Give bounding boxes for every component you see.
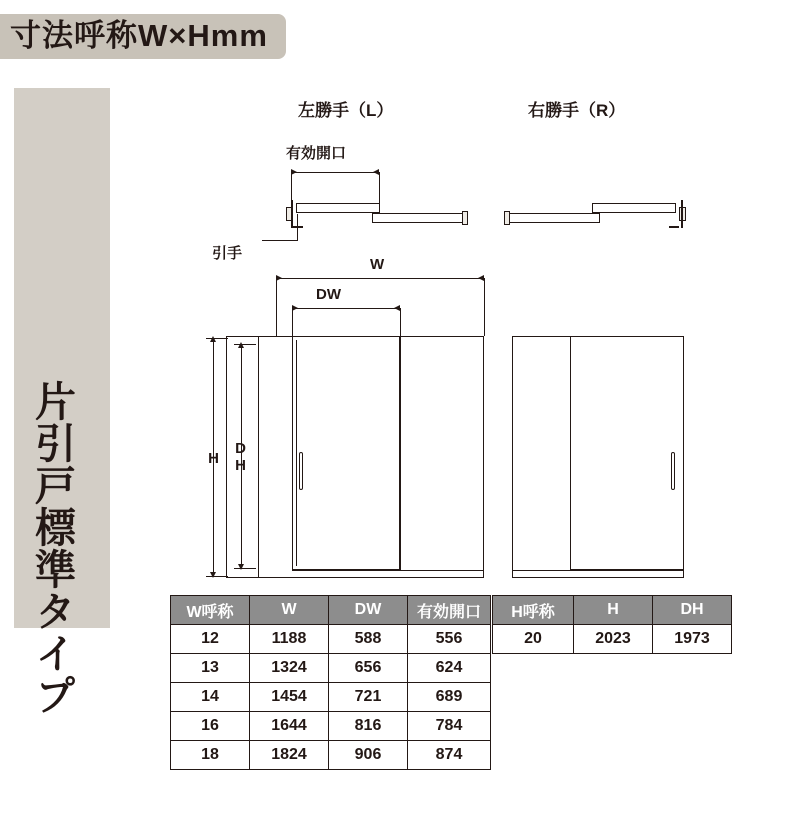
- elev-left-door-inner-line: [296, 340, 297, 566]
- elev-right-handle: [671, 452, 675, 490]
- label-dh: DH: [232, 440, 249, 474]
- col-h-nominal: H呼称: [493, 596, 574, 625]
- elev-left-handle: [299, 452, 303, 490]
- col-h: H: [574, 596, 653, 625]
- dim-h-ext-top: [206, 338, 228, 339]
- plan-right-jamb-line: [681, 200, 683, 228]
- plan-left-hikite-leader: [262, 240, 298, 241]
- cell: 588: [329, 625, 408, 654]
- cell: 906: [329, 741, 408, 770]
- page-title: 寸法呼称W×Hmm: [10, 18, 268, 53]
- cell: 689: [408, 683, 491, 712]
- cell: 13: [171, 654, 250, 683]
- plan-left-end-jamb: [462, 211, 468, 225]
- col-dw: DW: [329, 596, 408, 625]
- cell: 1644: [250, 712, 329, 741]
- table-row: [171, 712, 491, 741]
- col-yuko: 有効開口: [408, 596, 491, 625]
- elev-right-door-panel: [570, 336, 684, 570]
- cell: 816: [329, 712, 408, 741]
- label-dw: DW: [316, 286, 341, 303]
- cell: 1188: [250, 625, 329, 654]
- elev-left-door-panel: [292, 336, 400, 570]
- table-header-row: [171, 596, 491, 625]
- elev-left-inner-ref-line: [258, 336, 259, 578]
- dim-dw-ext-left: [292, 308, 293, 336]
- cell: 12: [171, 625, 250, 654]
- cell: 1973: [653, 625, 732, 654]
- col-w: W: [250, 596, 329, 625]
- dim-dw-ext-right: [400, 308, 401, 336]
- table-header-row: [493, 596, 732, 625]
- heading-left-hand: 左勝手（L）: [298, 101, 394, 120]
- cell: 784: [408, 712, 491, 741]
- label-w: W: [370, 256, 385, 273]
- dim-h-arrow-bottom: [210, 572, 216, 578]
- page-title-band: [0, 14, 286, 59]
- label-hikite: 引手: [212, 245, 243, 262]
- cell: 1824: [250, 741, 329, 770]
- cell: 14: [171, 683, 250, 712]
- table-row: [171, 654, 491, 683]
- table-row: [493, 625, 732, 654]
- cell: 16: [171, 712, 250, 741]
- plan-right-door-leaf: [592, 203, 676, 213]
- dim-dh-arrow-top: [238, 342, 244, 348]
- table-row: [171, 741, 491, 770]
- table-row: [171, 625, 491, 654]
- w-dimension-table: [170, 595, 491, 770]
- plan-left-wall-panel: [372, 213, 464, 223]
- plan-right-end-jamb: [504, 211, 510, 225]
- plan-right-hikite-mark: [669, 226, 679, 228]
- dim-w-line: [276, 278, 484, 279]
- side-label: 片引戸標準タイプ: [29, 380, 76, 716]
- plan-left-opening-dim-line: [291, 172, 379, 173]
- elev-right-door-edge: [570, 336, 571, 570]
- cell: 20: [493, 625, 574, 654]
- plan-left-door-leaf: [296, 203, 380, 213]
- cell: 624: [408, 654, 491, 683]
- elev-left-floor-line: [292, 570, 484, 571]
- dim-dh-ext-bottom: [234, 568, 256, 569]
- plan-left-jamb-line: [291, 200, 293, 228]
- col-w-nominal: W呼称: [171, 596, 250, 625]
- dim-h-arrow-top: [210, 336, 216, 342]
- dim-h-ext-bottom: [206, 576, 228, 577]
- table-row: [171, 683, 491, 712]
- cell: 1454: [250, 683, 329, 712]
- cell: 656: [329, 654, 408, 683]
- cell: 18: [171, 741, 250, 770]
- dim-w-ext-left: [276, 278, 277, 336]
- dim-w-ext-right: [484, 278, 485, 336]
- dim-dh-ext-top: [234, 344, 256, 345]
- elev-right-floor-line: [512, 570, 684, 571]
- cell: 874: [408, 741, 491, 770]
- heading-right-hand: 右勝手（R）: [528, 101, 626, 120]
- cell: 1324: [250, 654, 329, 683]
- elev-left-door-edge: [400, 336, 401, 570]
- dim-dw-line: [292, 308, 400, 309]
- label-h: H: [205, 450, 222, 467]
- plan-left-hikite-mark: [293, 226, 303, 228]
- h-dimension-table: [492, 595, 732, 654]
- cell: 2023: [574, 625, 653, 654]
- label-yuko-kaiko: 有効開口: [286, 145, 347, 162]
- plan-right-wall-panel: [508, 213, 600, 223]
- plan-left-opening-ext-right: [379, 172, 380, 206]
- dim-dh-arrow-bottom: [238, 564, 244, 570]
- cell: 556: [408, 625, 491, 654]
- col-dh: DH: [653, 596, 732, 625]
- cell: 721: [329, 683, 408, 712]
